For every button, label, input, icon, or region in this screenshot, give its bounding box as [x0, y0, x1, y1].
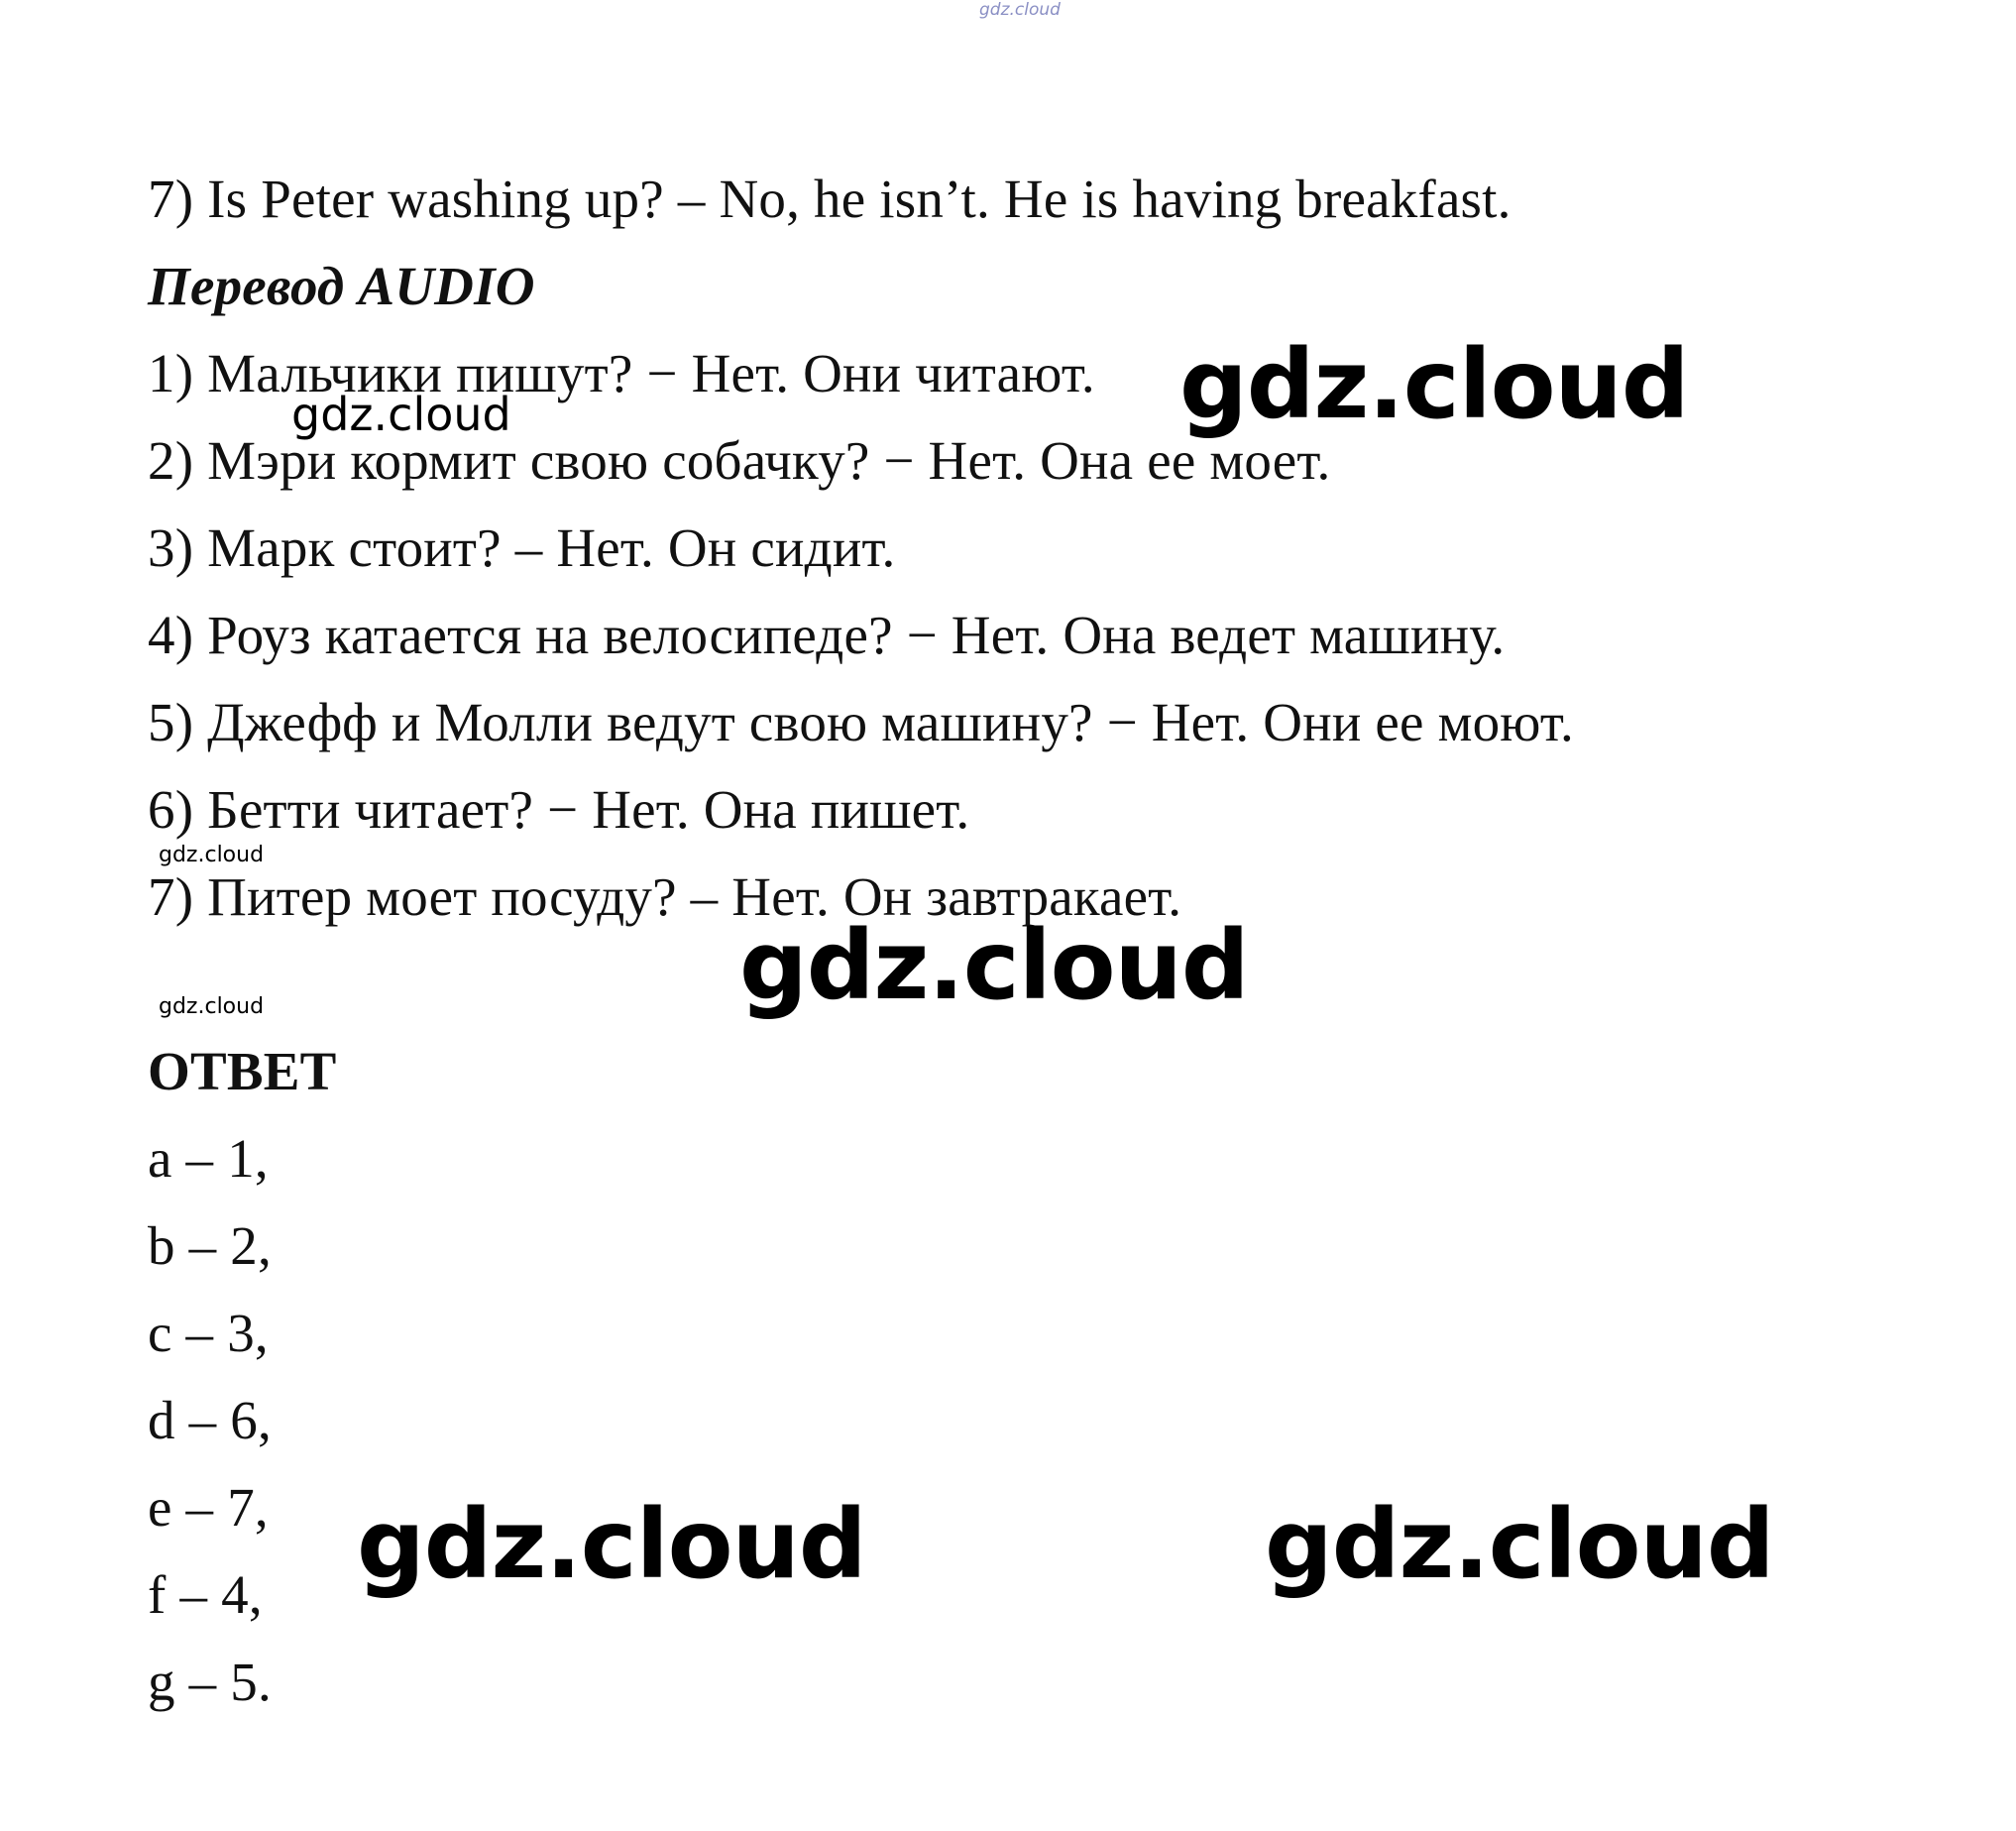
watermark-medium: gdz.cloud: [291, 388, 511, 441]
answer-item-a: a – 1,: [148, 1128, 269, 1189]
answer-item-d: d – 6,: [148, 1390, 272, 1450]
watermark-top: gdz.cloud: [979, 0, 1061, 20]
watermark-large: gdz.cloud: [1265, 1489, 1774, 1600]
translation-line-4: 4) Роуз катается на велосипеде? − Нет. Она ведет машину.: [148, 605, 1506, 665]
answer-item-c: c – 3,: [148, 1303, 269, 1363]
watermark-large: gdz.cloud: [1179, 329, 1689, 440]
watermark-large: gdz.cloud: [357, 1489, 866, 1600]
answer-item-e: e – 7,: [148, 1477, 269, 1538]
answer-item-f: f – 4,: [148, 1564, 263, 1625]
english-sentence-7: 7) Is Peter washing up? – No, he isn’t. He is having breakfast.: [148, 169, 1512, 229]
translation-line-6: 6) Бетти читает? − Нет. Она пишет.: [148, 779, 970, 840]
watermark-small: gdz.cloud: [159, 843, 265, 867]
translation-line-3: 3) Марк стоит? – Нет. Он сидит.: [148, 517, 896, 578]
translation-heading: Перевод AUDIO: [148, 256, 535, 316]
answer-heading: ОТВЕТ: [148, 1041, 337, 1101]
watermark-large: gdz.cloud: [739, 910, 1249, 1021]
translation-line-5: 5) Джефф и Молли ведут свою машину? − Нет. Они ее моют.: [148, 692, 1574, 752]
translation-line-1: 1) Мальчики пишут? − Нет. Они читают.: [148, 343, 1095, 403]
answer-item-g: g – 5.: [148, 1652, 272, 1712]
translation-line-7: 7) Питер моет посуду? – Нет. Он завтракает.: [148, 866, 1182, 927]
translation-line-2: 2) Мэри кормит свою собачку? − Нет. Она ее моет.: [148, 430, 1331, 491]
answer-item-b: b – 2,: [148, 1215, 272, 1276]
watermark-small: gdz.cloud: [159, 994, 265, 1019]
